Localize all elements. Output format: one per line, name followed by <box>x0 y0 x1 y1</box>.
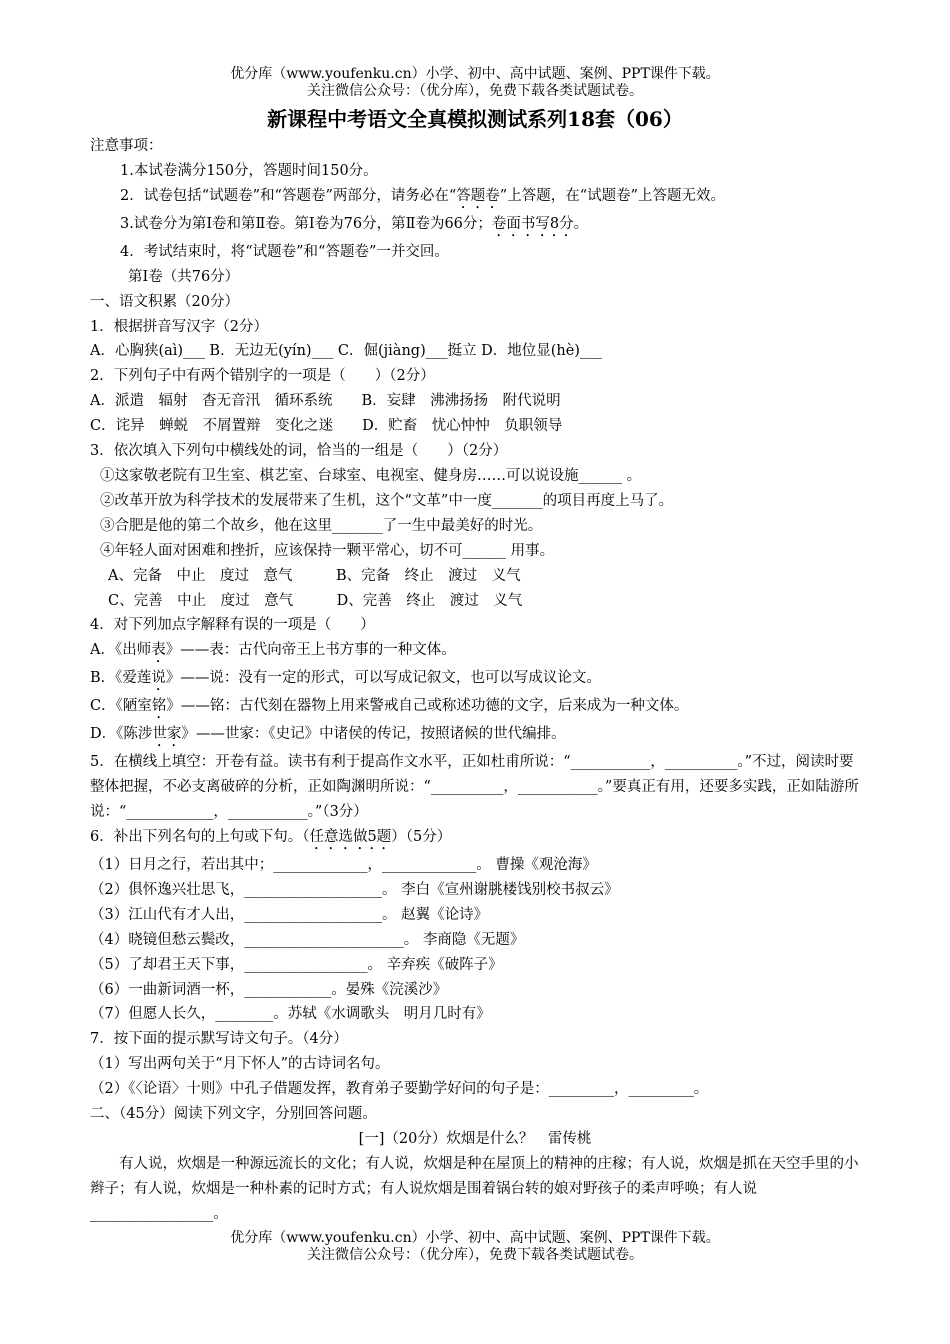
q6-line-7: （7）但愿人长久，________。苏轼《水调歌头 明月几时有》 <box>90 1006 491 1023</box>
notice-item-3 <box>90 212 860 240</box>
q7-stem: 7．按下面的提示默写诗文句子。（4分） <box>90 1031 348 1048</box>
q4-d-post: 》——世家：《史记》中诸侯的传记，按照诸候的世代编排。 <box>181 726 566 743</box>
notice-item-2-emphasis: 答题卷 <box>456 187 500 204</box>
q4-a-emphasis: 表 <box>151 642 166 659</box>
q3-stem: 3．依次填入下列句中横线处的词，恰当的一组是（ ）（2分） <box>90 443 508 460</box>
notice-item-2 <box>90 184 860 212</box>
notice-item-3-pre: 3.试卷分为第Ⅰ卷和第Ⅱ卷。第Ⅰ卷为76分，第Ⅱ卷为66分； <box>120 215 492 232</box>
q6-stem <box>90 825 860 853</box>
header-line-2: 关注微信公众号：（优分库），免费下载各类试题试卷。 <box>307 83 643 99</box>
footer-line-2: 关注微信公众号：（优分库），免费下载各类试题试卷。 <box>307 1247 643 1263</box>
notice-item-3-post: 。 <box>573 215 589 232</box>
q3-sentence-1: ①这家敬老院有卫生室、棋艺室、台球室、电视室、健身房……可以说设施______ 。 <box>100 467 642 484</box>
q7-line-2: （2）《〈论语〉十则》中孔子借题发挥，教育弟子要勤学好问的句子是：_________，_________。 <box>90 1081 709 1098</box>
q6-line-1: （1）日月之行，若出其中；_____________，_____________。 曹操《观沧海》 <box>90 857 597 874</box>
notice-heading: 注意事项： <box>90 138 163 154</box>
q6-line-5: （5）了却君王天下事，_________________。 辛弃疾《破阵子》 <box>90 956 503 973</box>
q3-sentence-4: ④年轻人面对困难和挫折，应该保持一颗平常心，切不可______ 用事。 <box>100 542 555 559</box>
notice-item-3-emphasis: 卷面书写8分 <box>491 215 574 232</box>
header-line-1: 优分库（www.youfenku.cn）小学、初中、高中试题、案例、PPT课件下载。 <box>230 66 720 82</box>
q6-line-6: （6）一曲新词酒一杯，____________。晏殊《浣溪沙》 <box>90 981 448 998</box>
notice-item-4: 4．考试结束时，将“试题卷”和“答题卷”一并交回。 <box>120 243 449 260</box>
q4-b-post: 》——说：没有一定的形式，可以写成记叙文，也可以写成议论文。 <box>165 670 601 687</box>
q6-line-2: （2）俱怀逸兴壮思飞，___________________。 李白《宣州谢朓楼饯别校书叔云》 <box>90 881 619 898</box>
passage-paragraph: 有人说，炊烟是一种源远流长的文化；有人说，炊烟是种在屋顶上的精神的庄稼；有人说，炊烟是抓在天空手里的小辫子；有人说，炊烟是一种朴素的记时方式；有人说炊烟是围着锅台转的娘对野孩子的柔声呼唤；有人说_________________。 <box>90 1155 859 1222</box>
exam-body <box>90 134 860 1227</box>
q2-options-row-2: C．诧异 蝉蜕 不屑置辩 变化之迷 D．贮畜 忧心忡忡 负职领导 <box>90 418 563 435</box>
q1-stem: 1．根据拼音写汉字（2分） <box>90 318 268 335</box>
q4-c-emphasis: 铭 <box>151 698 167 715</box>
q6-stem-pre: 6．补出下列名句的上句或下句。（ <box>90 829 310 846</box>
q4-option-c <box>90 694 860 722</box>
page-footer <box>0 1230 950 1264</box>
footer-line-1: 优分库（www.youfenku.cn）小学、初中、高中试题、案例、PPT课件下载。 <box>230 1230 720 1246</box>
part1-title: 第Ⅰ卷（共76分） <box>128 268 240 285</box>
q4-b-emphasis: 说 <box>151 670 166 687</box>
notice-item-1: 1.本试卷满分150分，答题时间150分。 <box>120 162 378 179</box>
q6-stem-emphasis: 任意选做5题 <box>309 829 392 846</box>
q4-a-pre: A．《出师 <box>90 642 152 659</box>
exam-title: 新课程中考语文全真模拟测试系列18套（06） <box>267 107 683 131</box>
q4-a-post: 》——表：古代向帝王上书方事的一种文体。 <box>165 642 456 659</box>
q4-stem: 4．对下列加点字解释有误的一项是（ ） <box>90 617 375 634</box>
q4-option-b <box>90 666 860 694</box>
q7-line-1: （1）写出两句关于“月下怀人”的古诗词名句。 <box>90 1056 390 1073</box>
q6-line-4: （4）晓镜但愁云鬓改，______________________。 李商隐《无题》 <box>90 931 525 948</box>
q3-options-cd: C、完善 中止 度过 意气 D、完善 终止 渡过 义气 <box>108 592 523 609</box>
passage-title: [一]（20分）炊烟是什么？ 雷传桃 <box>358 1131 592 1147</box>
page-header <box>0 66 950 100</box>
q3-sentence-2: ②改革开放为科学技术的发展带来了生机，这个“文革”中一度_______的项目再度上马了。 <box>100 492 674 509</box>
q2-stem: 2．下列句子中有两个错别字的一项是（ ）（2分） <box>90 368 435 385</box>
notice-item-2-post: ”上答题，在“试题卷”上答题无效。 <box>499 187 726 204</box>
q4-c-post: 》——铭：古代刻在器物上用来警戒自己或称述功德的文字，后来成为一种文体。 <box>166 698 689 715</box>
q1-options: A．心胸狭(aì)___ B．无边无(yín)___ C．倔(jiàng)___挺立 D．地位显(hè)___ <box>90 343 602 360</box>
q3-options-ab: A、完备 中止 度过 意气 B、完备 终止 渡过 义气 <box>108 567 521 584</box>
q4-d-pre: D．《陈涉 <box>90 726 153 743</box>
section2-title: 二、（45分）阅读下列文字，分别回答问题。 <box>90 1106 377 1123</box>
q6-stem-post: ）（5分） <box>391 829 452 846</box>
q4-option-a <box>90 638 860 666</box>
q2-options-row-1: A．派遣 辐射 杳无音汛 循环系统 B．妄肆 沸沸扬扬 附代说明 <box>90 393 561 410</box>
q4-b-pre: B．《爱莲 <box>90 670 152 687</box>
q4-d-emphasis: 世家 <box>152 726 182 743</box>
q4-option-d <box>90 722 860 750</box>
q4-c-pre: C．《陋室 <box>90 698 152 715</box>
q5-text: 5．在横线上填空：开卷有益。读书有利于提高作文水平，正如杜甫所说：“___________，__________。”不过，阅读时要整体把握，不必支离破碎的分析，正如陶渊明所说：“__________，___________。”要真正有用，还要多实践，正如陆游所说：“____________，___________。”（3分） <box>90 754 859 821</box>
q3-sentence-3: ③合肥是他的第二个故乡，他在这里_______了一生中最美好的时光。 <box>100 517 543 534</box>
notice-item-2-pre: 2．试卷包括“试题卷”和“答题卷”两部分，请务必在“ <box>120 187 457 204</box>
section1-title: 一、语文积累（20分） <box>90 293 239 310</box>
q6-line-3: （3）江山代有才人出，___________________。 赵翼《论诗》 <box>90 906 489 923</box>
